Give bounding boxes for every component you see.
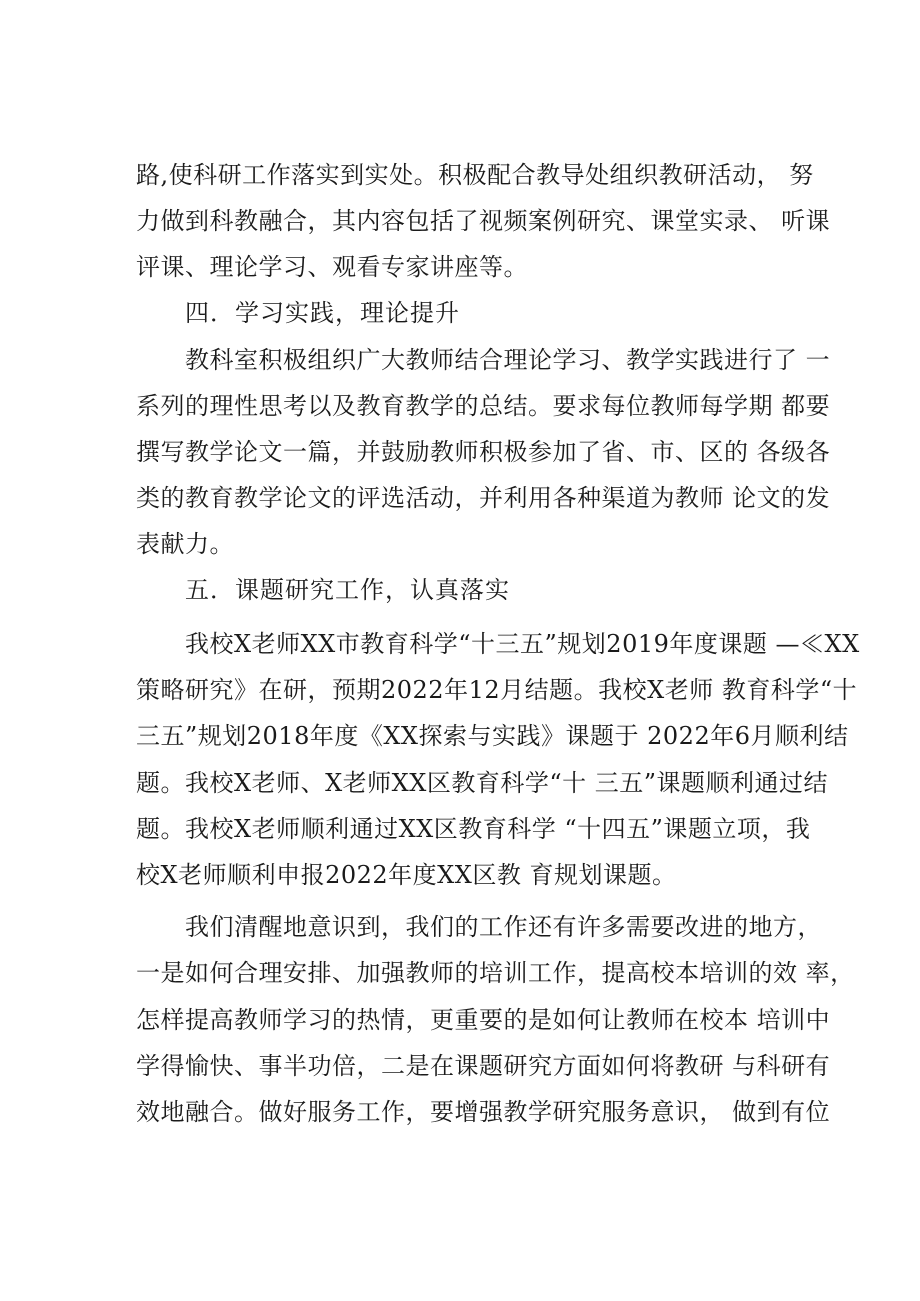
paragraph-1-line-1: 路,使科研工作落实到实处。积极配合教导处组织教研活动， 努	[136, 161, 814, 189]
section-heading-5: 五．课题研究工作，认真落实	[185, 576, 510, 604]
paragraph-3-line-6: 校X老师顺利申报2022年度XX区教 育规划课题。	[136, 861, 677, 889]
paragraph-4-line-1: 我们清醒地意识到，我们的工作还有许多需要改进的地方，	[185, 913, 822, 941]
paragraph-2-line-5: 表献力。	[136, 530, 234, 558]
paragraph-3-line-4: 题。我校X老师、X老师XX区教育科学“十 三五”课题顺利通过结	[136, 769, 829, 797]
paragraph-2-line-4: 类的教育教学论文的评选活动，并利用各种渠道为教师 论文的发	[136, 484, 831, 512]
paragraph-4-line-4: 学得愉快、事半功倍，二是在课题研究方面如何将教研 与科研有	[136, 1052, 831, 1080]
section-heading-4: 四．学习实践，理论提升	[185, 299, 460, 327]
paragraph-3-line-2: 策略研究》在研，预期2022年12月结题。我校X老师 教育科学“十	[136, 676, 858, 704]
paragraph-1-line-3: 评课、理论学习、观看专家讲座等。	[136, 253, 528, 281]
paragraph-2-line-1: 教科室积极组织广大教师结合理论学习、教学实践进行了 一	[185, 346, 831, 374]
paragraph-1-line-2: 力做到科教融合，其内容包括了视频案例研究、课堂实录、 听课	[136, 207, 831, 235]
paragraph-4-line-2: 一是如何合理安排、加强教师的培训工作，提高校本培训的效 率，	[136, 959, 855, 987]
paragraph-3-line-1: 我校X老师XX市教育科学“十三五”规划2019年度课题 —≪XX	[185, 630, 860, 658]
paragraph-4-line-3: 怎样提高教师学习的热情，更重要的是如何让教师在校本 培训中	[136, 1006, 831, 1034]
paragraph-2-line-2: 系列的理性思考以及教育教学的总结。要求每位教师每学期 都要	[136, 392, 831, 420]
paragraph-3-line-5: 题。我校X老师顺利通过XX区教育科学 “十四五”课题立项，我	[136, 815, 811, 843]
paragraph-3-line-3: 三五”规划2018年度《XX探索与实践》课题于 2022年6月顺利结	[136, 722, 849, 750]
paragraph-2-line-3: 撰写教学论文一篇，并鼓励教师积极参加了省、市、区的 各级各	[136, 438, 831, 466]
paragraph-4-line-5: 效地融合。做好服务工作，要增强教学研究服务意识， 做到有位	[136, 1098, 831, 1126]
